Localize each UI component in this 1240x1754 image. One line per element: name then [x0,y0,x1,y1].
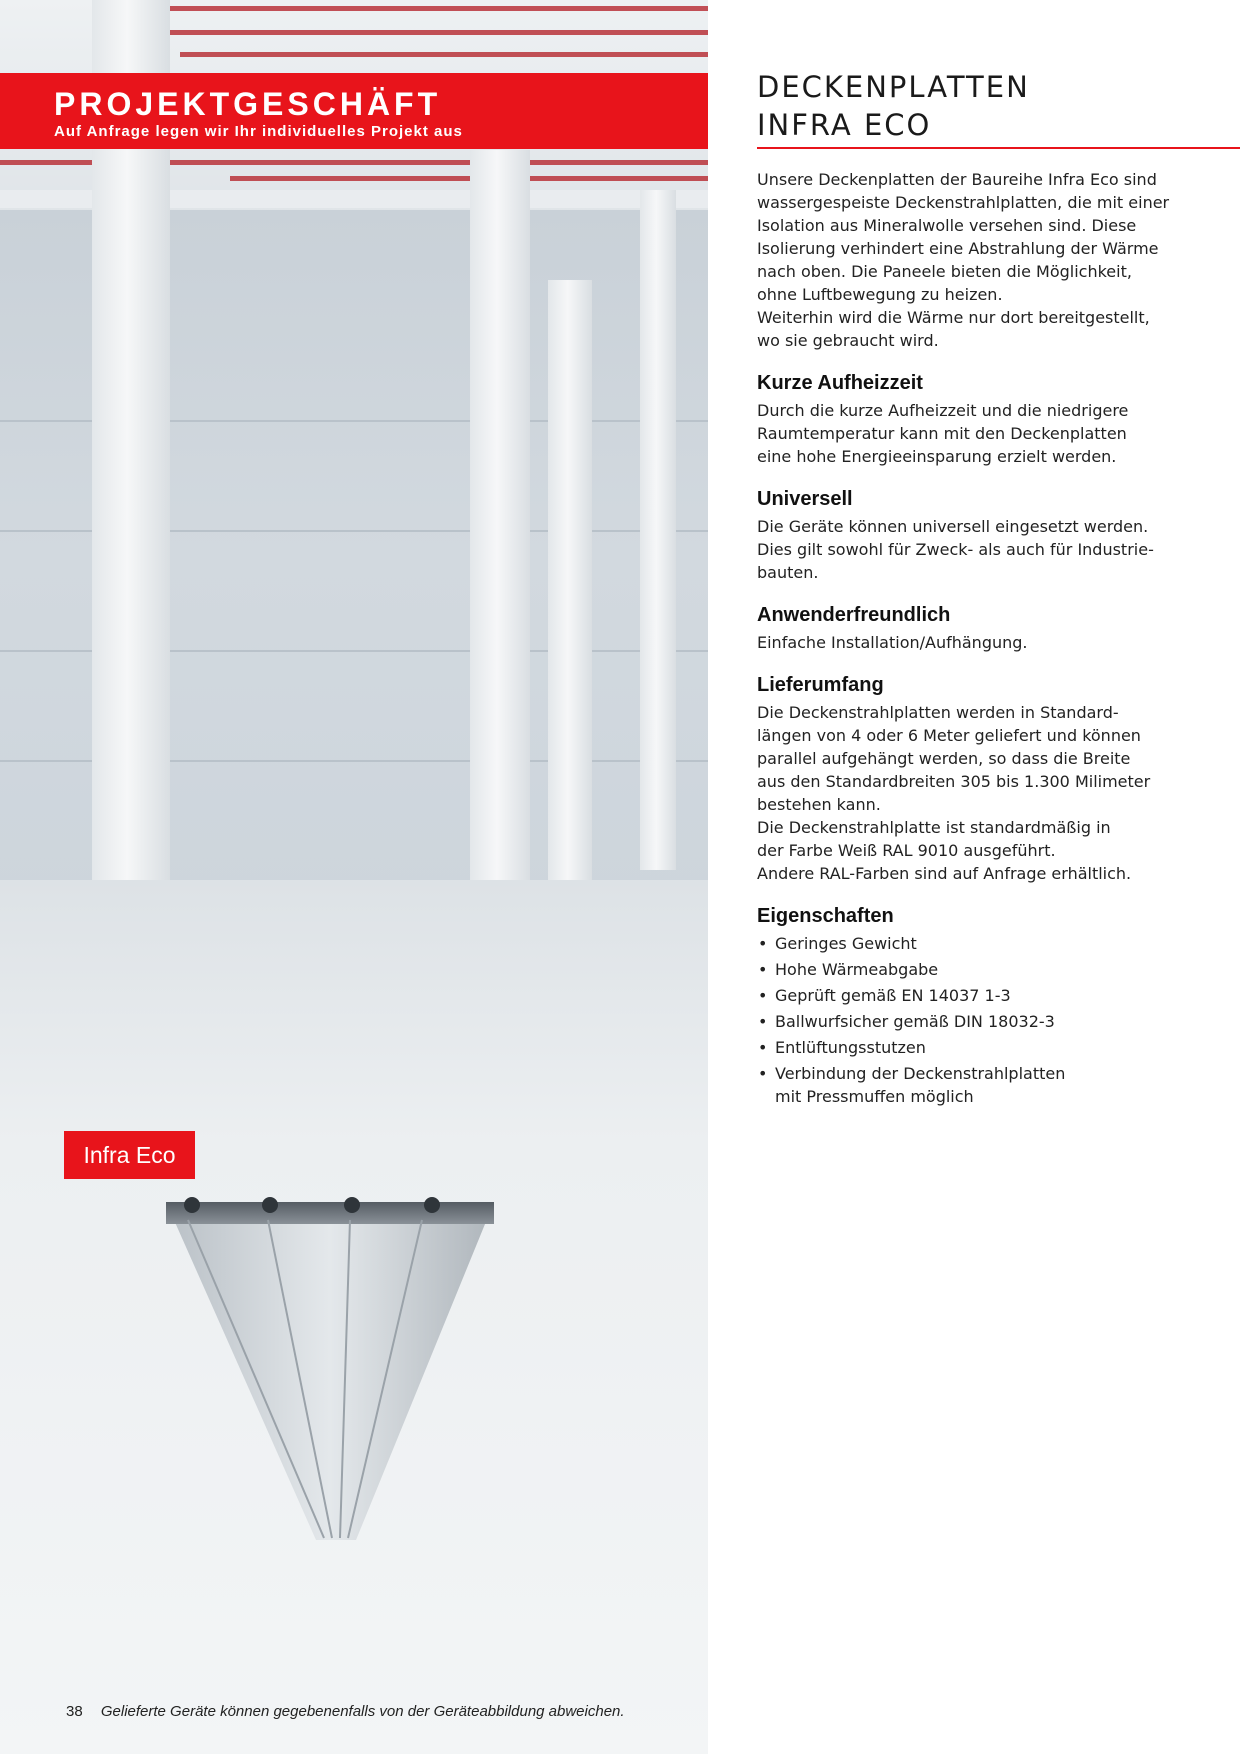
photo-truss [140,6,708,11]
page-number: 38 [66,1703,83,1720]
page-footer [66,1703,625,1720]
section-heading-universal: Universell [757,488,853,510]
banner-subtitle: Auf Anfrage legen wir Ihr individuelles Projekt aus [54,123,463,140]
footer-note: Gelieferte Geräte können gegebenenfalls von der Geräteabbildung abweichen. [100,1703,625,1720]
list-item: • Hohe Wärmeabgabe [757,958,1207,981]
list-item: • Geringes Gewicht [757,932,1207,955]
list-item: • Ballwurfsicher gemäß DIN 18032-3 [757,1010,1207,1033]
section-text-userfriendly: Einfache Installation/Aufhängung. [757,633,1028,652]
list-item: • Geprüft gemäß EN 14037 1-3 [757,984,1207,1007]
banner-title: PROJEKTGESCHÄFT [54,86,442,122]
photo-truss [180,52,708,57]
photo-truss [230,176,708,181]
project-banner [0,73,708,149]
page-title [757,68,1030,144]
title-line-1: DECKENPLATTEN [757,70,1030,104]
section-text-heatup: Durch die kurze Aufheizzeit und die niedrigere Raumtemperatur kann mit den Deckenplatten eine hohe Energieeinsparung erzielt werden. [757,401,1129,466]
photo-truss [160,30,708,35]
title-line-2: INFRA ECO [757,108,932,142]
photo-column [548,280,592,880]
section-heading-delivery: Lieferumfang [757,674,884,696]
photo-column [640,190,676,870]
section-text-universal: Die Geräte können universell eingesetzt werden. Dies gilt sowohl für Zweck- als auch für Industrie- bauten. [757,517,1154,582]
section-heading-userfriendly: Anwenderfreundlich [757,604,951,626]
product-panel-image [160,1190,500,1550]
list-item: • Entlüftungsstutzen [757,1036,1207,1059]
section-text-delivery: Die Deckenstrahlplatten werden in Standard- längen von 4 oder 6 Meter geliefert und können parallel aufgehängt werden, so dass die Breite aus den Standardbreiten 305 bis 1.300 Milimeter bestehen kann. Die Deckenstrahlplatte ist standardmäßig in der Farbe Weiß RAL 9010 ausgeführt. Andere RAL-Farben sind auf Anfrage erhältlich. [757,703,1151,883]
body-text [757,168,1207,1111]
photo-column [470,150,530,890]
intro-paragraph: Unsere Deckenplatten der Baureihe Infra Eco sind wassergespeiste Deckenstrahlplatten, die mit einer Isolation aus Mineralwolle versehen sind. Diese Isolierung verhindert eine Abstrahlung der Wärme nach oben. Die Paneele bieten die Möglichkeit, ohne Luftbewegung zu heizen. Weiterhin wird die Wärme nur dort bereitgestellt, wo sie gebraucht wird. [757,170,1170,350]
properties-list [757,932,1207,1108]
section-heading-properties: Eigenschaften [757,905,894,927]
product-label: Infra Eco [64,1131,195,1179]
list-item: • Verbindung der Deckenstrahlplatten mit Pressmuffen möglich [757,1062,1207,1108]
title-divider [757,147,1240,149]
section-heading-heatup: Kurze Aufheizzeit [757,372,923,394]
